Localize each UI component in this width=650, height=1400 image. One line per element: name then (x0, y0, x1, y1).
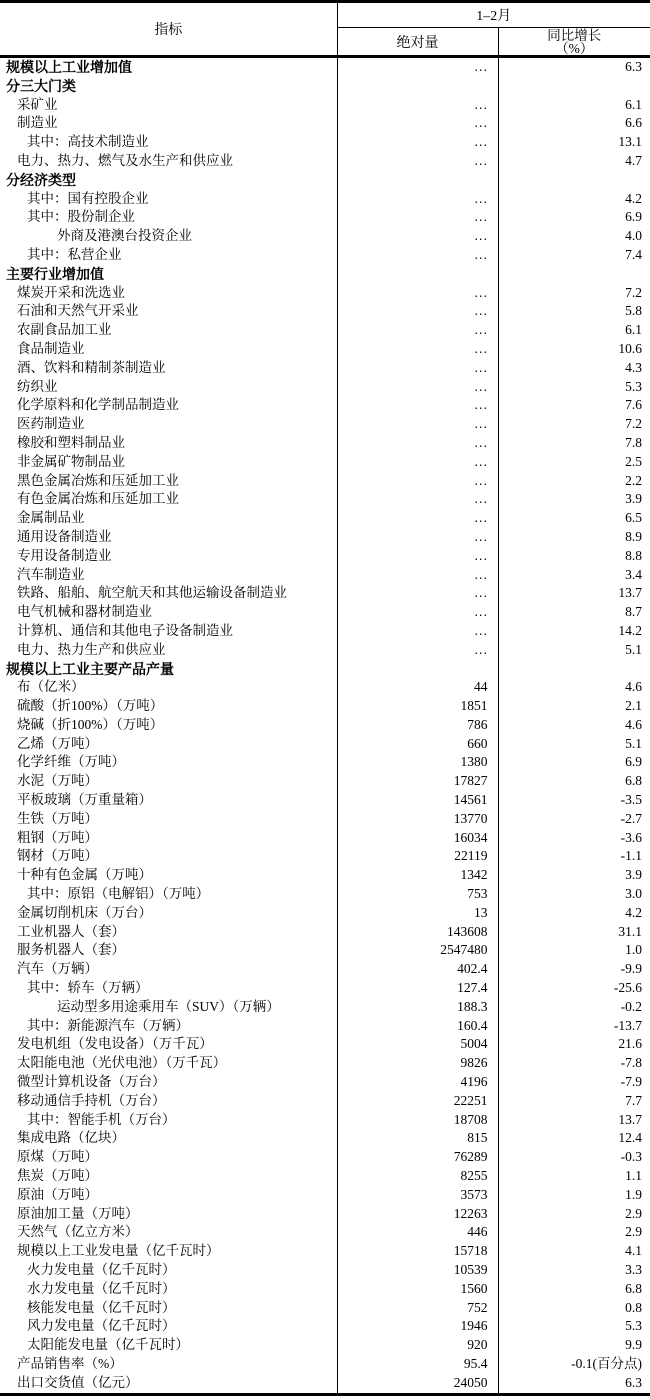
growth-value-cell: 6.6 (625, 115, 642, 131)
table-row (0, 1223, 650, 1242)
absolute-value-cell: … (337, 509, 498, 528)
indicator-cell: 通用设备制造业 (0, 528, 337, 547)
absolute-value-cell: … (337, 359, 498, 378)
absolute-value-cell: 143608 (337, 923, 498, 942)
growth-value-cell: 31.1 (618, 923, 642, 939)
absolute-value-cell: 95.4 (337, 1355, 498, 1374)
absolute-value-cell (337, 77, 498, 96)
growth-value-cell: 7.4 (625, 246, 642, 262)
table-row (0, 528, 650, 547)
indicator-cell: 生铁（万吨） (0, 810, 337, 829)
indicator-cell: 移动通信手持机（万台） (0, 1092, 337, 1111)
growth-value-cell: 4.3 (625, 359, 642, 375)
growth-value-cell: 4.2 (625, 904, 642, 920)
absolute-value-cell: 16034 (337, 829, 498, 848)
growth-value-cell: 14.2 (618, 622, 642, 638)
absolute-value-cell: 13770 (337, 810, 498, 829)
indicator-cell: 分经济类型 (0, 171, 337, 190)
indicator-cell: 焦炭（万吨） (0, 1167, 337, 1186)
growth-value-cell: 4.2 (625, 190, 642, 206)
absolute-value-cell: … (337, 133, 498, 152)
indicator-cell: 汽车（万辆） (0, 960, 337, 979)
growth-value-cell: 3.3 (625, 1262, 642, 1277)
absolute-value-cell: 402.4 (337, 960, 498, 979)
table-row (0, 1073, 650, 1092)
indicator-cell: 水泥（万吨） (0, 772, 337, 791)
indicator-cell: 铁路、船舶、航空航天和其他运输设备制造业 (0, 584, 337, 603)
table-row (0, 472, 650, 491)
indicator-cell: 硫酸（折100%）（万吨） (0, 697, 337, 716)
indicator-cell: 微型计算机设备（万台） (0, 1073, 337, 1092)
absolute-value-cell: 18708 (337, 1111, 498, 1130)
growth-value-cell: 21.6 (618, 1036, 642, 1052)
table-row (0, 735, 650, 754)
indicator-cell: 石油和天然气开采业 (0, 302, 337, 321)
growth-value-cell: -0.3 (620, 1149, 642, 1165)
growth-value-cell: 4.6 (625, 679, 642, 695)
table-row (0, 57, 650, 77)
growth-value-cell: 8.7 (625, 604, 642, 620)
absolute-value-cell: … (337, 340, 498, 359)
table-row (0, 208, 650, 227)
indicator-cell: 纺织业 (0, 378, 337, 397)
growth-value-cell: 13.7 (618, 1111, 642, 1127)
indicator-cell: 医药制造业 (0, 415, 337, 434)
absolute-value-cell: … (337, 528, 498, 547)
indicator-cell: 钢材（万吨） (0, 847, 337, 866)
table-row (0, 1148, 650, 1167)
table-row (0, 246, 650, 265)
absolute-value-cell: … (337, 227, 498, 246)
absolute-value-cell: … (337, 566, 498, 585)
indicator-cell: 发电机组（发电设备）（万千瓦） (0, 1035, 337, 1054)
absolute-value-cell (337, 265, 498, 284)
growth-value-cell: 12.4 (618, 1130, 642, 1146)
absolute-value-cell: … (337, 622, 498, 641)
growth-value-cell: 6.8 (625, 773, 642, 789)
growth-value-cell: 3.9 (625, 491, 642, 507)
table-row (0, 791, 650, 810)
indicator-cell: 原油加工量（万吨） (0, 1205, 337, 1224)
growth-value-cell: 5.1 (625, 735, 642, 751)
indicator-cell: 工业机器人（套） (0, 923, 337, 942)
growth-value-cell: -9.9 (620, 961, 642, 977)
growth-value-cell: 6.9 (625, 209, 642, 225)
indicator-cell: 电力、热力生产和供应业 (0, 641, 337, 660)
absolute-value-cell: 1946 (337, 1317, 498, 1336)
growth-value-cell: 6.1 (625, 322, 642, 338)
growth-value-cell: 4.6 (625, 716, 642, 732)
table-row (0, 1355, 650, 1374)
table-row (0, 641, 650, 660)
table-row (0, 1261, 650, 1280)
absolute-value-cell: 12263 (337, 1205, 498, 1224)
growth-value-cell: -3.5 (620, 792, 642, 808)
growth-value-cell: -7.9 (620, 1074, 642, 1090)
absolute-value-cell: … (337, 472, 498, 491)
indicator-cell: 水力发电量（亿千瓦时） (0, 1280, 337, 1299)
table-row (0, 716, 650, 735)
indicator-cell: 金属制品业 (0, 509, 337, 528)
growth-value-cell: 2.1 (625, 698, 642, 714)
growth-value-cell (498, 77, 650, 96)
growth-value-cell: 7.2 (625, 416, 642, 432)
table-row (0, 152, 650, 171)
growth-value-cell: 7.2 (625, 284, 642, 300)
table-row (0, 396, 650, 415)
table-row (0, 603, 650, 622)
table-row (0, 133, 650, 152)
header-yoy-growth-unit: （%） (555, 40, 594, 56)
table-header (0, 2, 650, 57)
absolute-value-cell: 160.4 (337, 1017, 498, 1036)
growth-value-cell: 10.6 (618, 340, 642, 356)
indicator-cell: 食品制造业 (0, 340, 337, 359)
absolute-value-cell: 5004 (337, 1035, 498, 1054)
table-row (0, 1017, 650, 1036)
absolute-value-cell: 17827 (337, 772, 498, 791)
growth-value-cell: -2.7 (620, 810, 642, 826)
table-row (0, 1299, 650, 1318)
absolute-value-cell: 1342 (337, 866, 498, 885)
growth-value-cell: 4.1 (625, 1243, 642, 1259)
indicator-cell: 粗钢（万吨） (0, 829, 337, 848)
indicator-cell: 原油（万吨） (0, 1186, 337, 1205)
indicator-cell: 有色金属冶炼和压延加工业 (0, 490, 337, 509)
absolute-value-cell: 815 (337, 1129, 498, 1148)
table-row (0, 1336, 650, 1355)
absolute-value-cell: … (337, 96, 498, 115)
indicator-cell: 汽车制造业 (0, 566, 337, 585)
growth-value-cell: -7.8 (620, 1055, 642, 1071)
table-row (0, 923, 650, 942)
table-row (0, 1186, 650, 1205)
growth-value-cell (498, 265, 650, 284)
table-row (0, 866, 650, 885)
absolute-value-cell: … (337, 57, 498, 77)
table-row (0, 1129, 650, 1148)
table-row (0, 96, 650, 115)
absolute-value-cell: … (337, 396, 498, 415)
table-row (0, 810, 650, 829)
table-row (0, 302, 650, 321)
absolute-value-cell: 2547480 (337, 941, 498, 960)
absolute-value-cell: 786 (337, 716, 498, 735)
table-row (0, 171, 650, 190)
absolute-value-cell: … (337, 152, 498, 171)
table-row (0, 678, 650, 697)
indicator-cell: 黑色金属冶炼和压延加工业 (0, 472, 337, 491)
indicator-cell: 橡胶和塑料制品业 (0, 434, 337, 453)
absolute-value-cell: 752 (337, 1299, 498, 1318)
table-row (0, 114, 650, 133)
indicator-cell: 电气机械和器材制造业 (0, 603, 337, 622)
growth-value-cell: 6.5 (625, 510, 642, 526)
growth-value-cell: 2.2 (625, 472, 642, 488)
absolute-value-cell: 753 (337, 885, 498, 904)
absolute-value-cell: 1380 (337, 753, 498, 772)
indicator-cell: 十种有色金属（万吨） (0, 866, 337, 885)
absolute-value-cell: 76289 (337, 1148, 498, 1167)
table-row (0, 359, 650, 378)
growth-value-cell: -3.6 (620, 829, 642, 845)
table-row (0, 284, 650, 303)
indicator-cell: 天然气（亿立方米） (0, 1223, 337, 1242)
absolute-value-cell: 660 (337, 735, 498, 754)
absolute-value-cell: … (337, 415, 498, 434)
growth-value-cell: 13.1 (618, 134, 642, 150)
growth-value-cell: 5.8 (625, 303, 642, 319)
absolute-value-cell: … (337, 208, 498, 227)
indicator-cell: 核能发电量（亿千瓦时） (0, 1299, 337, 1318)
absolute-value-cell: 1560 (337, 1280, 498, 1299)
indicator-cell: 布（亿米） (0, 678, 337, 697)
indicator-cell: 农副食品加工业 (0, 321, 337, 340)
indicator-cell: 其中：高技术制造业 (0, 133, 337, 152)
absolute-value-cell: 188.3 (337, 998, 498, 1017)
growth-value-cell: 8.8 (625, 547, 642, 563)
growth-value-cell: 5.1 (625, 641, 642, 657)
absolute-value-cell: 8255 (337, 1167, 498, 1186)
growth-value-cell: 6.1 (625, 96, 642, 112)
growth-value-cell: 5.3 (625, 1318, 642, 1334)
indicator-cell: 金属切削机床（万台） (0, 904, 337, 923)
indicator-cell: 其中：新能源汽车（万辆） (0, 1017, 337, 1036)
table-row (0, 378, 650, 397)
absolute-value-cell: … (337, 434, 498, 453)
growth-value-cell: 7.7 (625, 1092, 642, 1108)
absolute-value-cell: 15718 (337, 1242, 498, 1261)
indicator-cell: 采矿业 (0, 96, 337, 115)
absolute-value-cell: 24050 (337, 1374, 498, 1394)
growth-value-cell: 9.9 (625, 1337, 642, 1353)
absolute-value-cell: 4196 (337, 1073, 498, 1092)
absolute-value-cell: … (337, 603, 498, 622)
absolute-value-cell: … (337, 547, 498, 566)
growth-value-cell: 3.9 (625, 867, 642, 883)
absolute-value-cell: … (337, 114, 498, 133)
table-row (0, 660, 650, 679)
indicator-cell: 平板玻璃（万重量箱） (0, 791, 337, 810)
growth-value-cell: 1.0 (625, 942, 642, 958)
growth-value-cell: 4.7 (625, 152, 642, 168)
table-row (0, 490, 650, 509)
growth-value-cell: 2.5 (625, 453, 642, 469)
growth-value-cell: -25.6 (613, 980, 642, 996)
growth-value-cell: -13.7 (613, 1017, 642, 1033)
indicator-cell: 分三大门类 (0, 77, 337, 96)
growth-value-cell: 3.0 (625, 886, 642, 902)
indicator-cell: 规模以上工业发电量（亿千瓦时） (0, 1242, 337, 1261)
growth-value-cell: 8.9 (625, 528, 642, 544)
indicator-cell: 风力发电量（亿千瓦时） (0, 1317, 337, 1336)
growth-value-cell: 3.4 (625, 566, 642, 582)
absolute-value-cell (337, 660, 498, 679)
table-row (0, 340, 650, 359)
table-row (0, 753, 650, 772)
absolute-value-cell: … (337, 190, 498, 209)
absolute-value-cell: … (337, 321, 498, 340)
indicator-cell: 其中：智能手机（万台） (0, 1111, 337, 1130)
table-row (0, 1092, 650, 1111)
indicator-cell: 化学原料和化学制品制造业 (0, 396, 337, 415)
indicator-cell: 运动型多用途乘用车（SUV）（万辆） (0, 998, 337, 1017)
indicator-cell: 电力、热力、燃气及水生产和供应业 (0, 152, 337, 171)
growth-value-cell: -1.1 (620, 848, 642, 864)
absolute-value-cell: 3573 (337, 1186, 498, 1205)
indicator-cell: 专用设备制造业 (0, 547, 337, 566)
table-row (0, 77, 650, 96)
table-row (0, 1374, 650, 1394)
absolute-value-cell: 10539 (337, 1261, 498, 1280)
table-row (0, 1054, 650, 1073)
indicator-cell: 计算机、通信和其他电子设备制造业 (0, 622, 337, 641)
table-row (0, 227, 650, 246)
growth-value-cell: 2.9 (625, 1205, 642, 1221)
absolute-value-cell: … (337, 584, 498, 603)
table-row (0, 265, 650, 284)
table-row (0, 697, 650, 716)
indicator-cell: 制造业 (0, 114, 337, 133)
growth-value-cell: 1.1 (625, 1168, 642, 1184)
indicator-cell: 集成电路（亿块） (0, 1129, 337, 1148)
indicator-cell: 烧碱（折100%）（万吨） (0, 716, 337, 735)
absolute-value-cell: 22119 (337, 847, 498, 866)
table-row (0, 1111, 650, 1130)
growth-value-cell (498, 171, 650, 190)
indicator-cell: 太阳能电池（光伏电池）（万千瓦） (0, 1054, 337, 1073)
absolute-value-cell: … (337, 490, 498, 509)
table-row (0, 1205, 650, 1224)
indicator-cell: 化学纤维（万吨） (0, 753, 337, 772)
absolute-value-cell: 22251 (337, 1092, 498, 1111)
growth-value-cell: 6.3 (625, 59, 642, 74)
indicator-cell: 酒、饮料和精制茶制造业 (0, 359, 337, 378)
growth-value-cell: -0.1(百分点) (571, 1355, 642, 1371)
table-row (0, 829, 650, 848)
table-row (0, 1242, 650, 1261)
table-row (0, 509, 650, 528)
growth-value-cell: 7.8 (625, 434, 642, 450)
indicator-cell: 服务机器人（套） (0, 941, 337, 960)
absolute-value-cell: 446 (337, 1223, 498, 1242)
indicator-cell: 其中：私营企业 (0, 246, 337, 265)
indicator-cell: 火力发电量（亿千瓦时） (0, 1261, 337, 1280)
table-row (0, 415, 650, 434)
absolute-value-cell: … (337, 246, 498, 265)
table-row (0, 321, 650, 340)
table-row (0, 904, 650, 923)
indicator-cell: 规模以上工业主要产品产量 (0, 660, 337, 679)
absolute-value-cell: 127.4 (337, 979, 498, 998)
table-row (0, 434, 650, 453)
growth-value-cell: 6.3 (625, 1374, 642, 1390)
table-row (0, 584, 650, 603)
indicator-cell: 原煤（万吨） (0, 1148, 337, 1167)
growth-value-cell: 2.9 (625, 1224, 642, 1240)
absolute-value-cell: 9826 (337, 1054, 498, 1073)
indicator-cell: 其中：股份制企业 (0, 208, 337, 227)
table-row (0, 998, 650, 1017)
table-row (0, 960, 650, 979)
table-row (0, 941, 650, 960)
absolute-value-cell: … (337, 378, 498, 397)
growth-value-cell: 6.8 (625, 1280, 642, 1296)
indicator-cell: 乙烯（万吨） (0, 735, 337, 754)
absolute-value-cell (337, 171, 498, 190)
absolute-value-cell: … (337, 453, 498, 472)
header-indicator: 指标 (0, 2, 337, 57)
indicator-cell: 煤炭开采和洗选业 (0, 284, 337, 303)
table-row (0, 622, 650, 641)
growth-value-cell: -0.2 (620, 998, 642, 1014)
table-row (0, 1280, 650, 1299)
header-yoy-growth-label: 同比增长 (547, 27, 602, 43)
table-row (0, 1167, 650, 1186)
indicator-cell: 非金属矿物制品业 (0, 453, 337, 472)
table-row (0, 453, 650, 472)
growth-value-cell: 0.8 (625, 1299, 642, 1315)
table-row (0, 547, 650, 566)
growth-value-cell: 4.0 (625, 228, 642, 244)
absolute-value-cell: … (337, 641, 498, 660)
indicator-cell: 外商及港澳台投资企业 (0, 227, 337, 246)
table-row (0, 1035, 650, 1054)
growth-value-cell (498, 660, 650, 679)
growth-value-cell: 7.6 (625, 397, 642, 413)
growth-value-cell: 6.9 (625, 754, 642, 770)
header-yoy-growth (498, 28, 650, 57)
table-row (0, 847, 650, 866)
absolute-value-cell: 44 (337, 678, 498, 697)
growth-value-cell: 5.3 (625, 378, 642, 394)
table-row (0, 566, 650, 585)
growth-value-cell: 13.7 (618, 585, 642, 601)
header-absolute-value: 绝对量 (337, 28, 498, 57)
table-row (0, 190, 650, 209)
indicator-cell: 主要行业增加值 (0, 265, 337, 284)
indicator-cell: 产品销售率（%） (0, 1355, 337, 1374)
absolute-value-cell: 13 (337, 904, 498, 923)
growth-value-cell: 1.9 (625, 1186, 642, 1202)
indicator-cell: 其中：轿车（万辆） (0, 979, 337, 998)
absolute-value-cell: 920 (337, 1336, 498, 1355)
indicator-cell: 其中：原铝（电解铝）（万吨） (0, 885, 337, 904)
absolute-value-cell: 1851 (337, 697, 498, 716)
absolute-value-cell: … (337, 302, 498, 321)
table-row (0, 979, 650, 998)
indicator-cell: 规模以上工业增加值 (0, 57, 337, 77)
indicator-cell: 太阳能发电量（亿千瓦时） (0, 1336, 337, 1355)
indicator-cell: 出口交货值（亿元） (0, 1374, 337, 1394)
table-row (0, 772, 650, 791)
indicator-cell: 其中：国有控股企业 (0, 190, 337, 209)
absolute-value-cell: 14561 (337, 791, 498, 810)
table-row (0, 1317, 650, 1336)
table-body (0, 57, 650, 1395)
header-period: 1–2月 (337, 2, 650, 28)
absolute-value-cell: … (337, 284, 498, 303)
table-row (0, 885, 650, 904)
